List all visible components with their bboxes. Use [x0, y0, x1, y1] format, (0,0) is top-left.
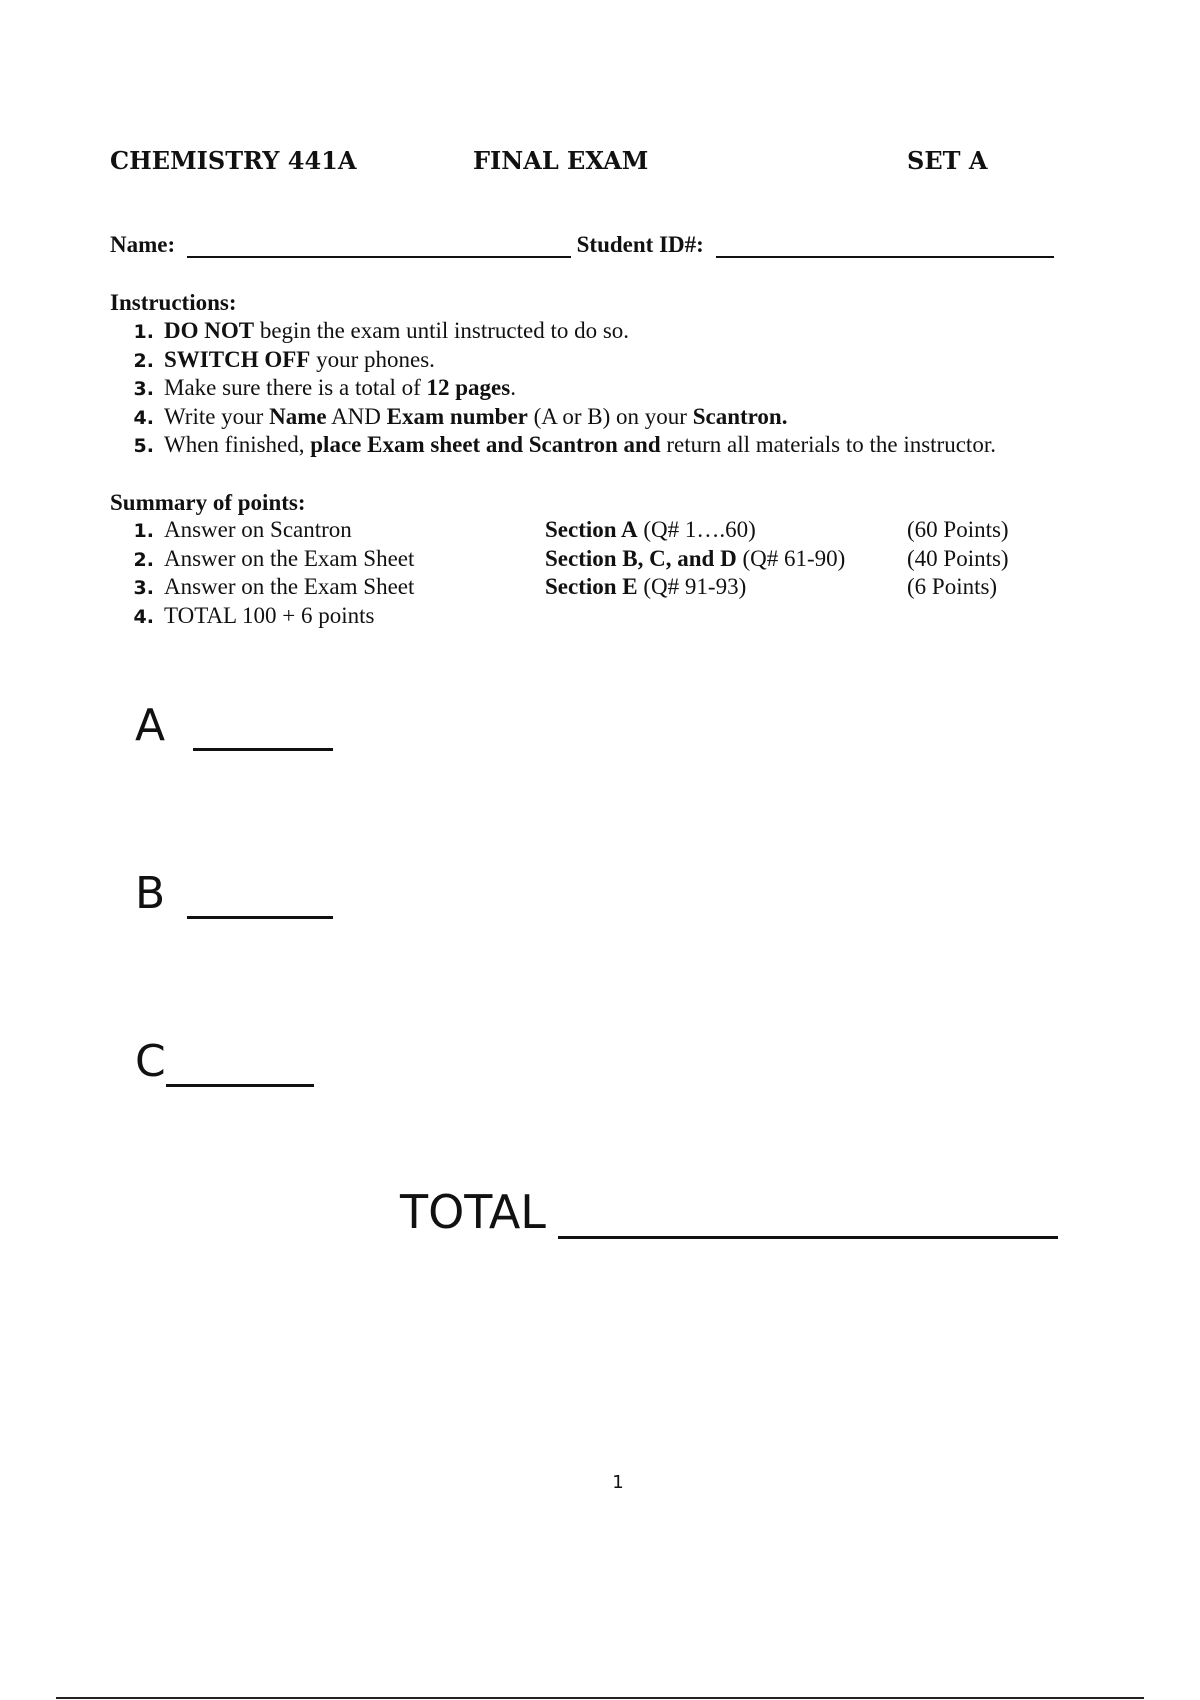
instruction-item: 3. Make sure there is a total of 12 pages. — [133, 375, 516, 400]
instruction-item: 5. When finished, place Exam sheet and Scantron and return all materials to the instructor. — [133, 432, 996, 457]
instruction-item: 1. DO NOT begin the exam until instructed to do so. — [133, 318, 630, 343]
summary-list — [110, 516, 1050, 630]
score-b-label: B — [135, 868, 166, 919]
score-c-label: C — [135, 1036, 166, 1087]
score-c — [135, 1036, 314, 1087]
score-b — [135, 868, 333, 919]
exam-set: SET A — [907, 146, 988, 175]
name-label: Name: — [110, 232, 176, 257]
score-c-field[interactable] — [166, 1044, 314, 1087]
summary-row: 4. TOTAL 100 + 6 points — [133, 602, 375, 628]
student-id-label: Student ID#: — [576, 232, 704, 257]
summary-row: 1. Answer on Scantron Section A (Q# 1….60) (60 Points) — [133, 517, 1009, 542]
summary-title: Summary of points: — [110, 490, 306, 515]
instructions-list — [110, 317, 996, 460]
score-a-label: A — [135, 700, 166, 751]
page-number: 1 — [612, 1472, 624, 1493]
student-id-field[interactable] — [716, 234, 1054, 258]
name-field[interactable] — [187, 234, 571, 258]
total-score — [400, 1185, 1058, 1239]
instruction-item: 2. SWITCH OFF your phones. — [133, 346, 435, 372]
score-a — [135, 700, 333, 751]
score-a-field[interactable] — [193, 708, 333, 751]
score-b-field[interactable] — [187, 876, 333, 919]
exam-header — [0, 146, 1200, 182]
total-field[interactable] — [558, 1192, 1058, 1239]
identification-line — [110, 232, 1054, 258]
instructions-title: Instructions: — [110, 290, 237, 315]
summary-row: 2. Answer on the Exam Sheet Section B, C, and D (Q# 61-90) (40 Points) — [133, 545, 1009, 571]
footer-divider — [56, 1697, 1144, 1699]
total-label: TOTAL — [400, 1185, 546, 1239]
exam-title: FINAL EXAM — [473, 146, 649, 175]
summary-row: 3. Answer on the Exam Sheet Section E (Q# 91-93) (6 Points) — [133, 574, 998, 599]
instruction-item: 4. Write your Name AND Exam number (A or B) on your Scantron. — [133, 403, 788, 429]
course-title: CHEMISTRY 441A — [110, 146, 357, 175]
